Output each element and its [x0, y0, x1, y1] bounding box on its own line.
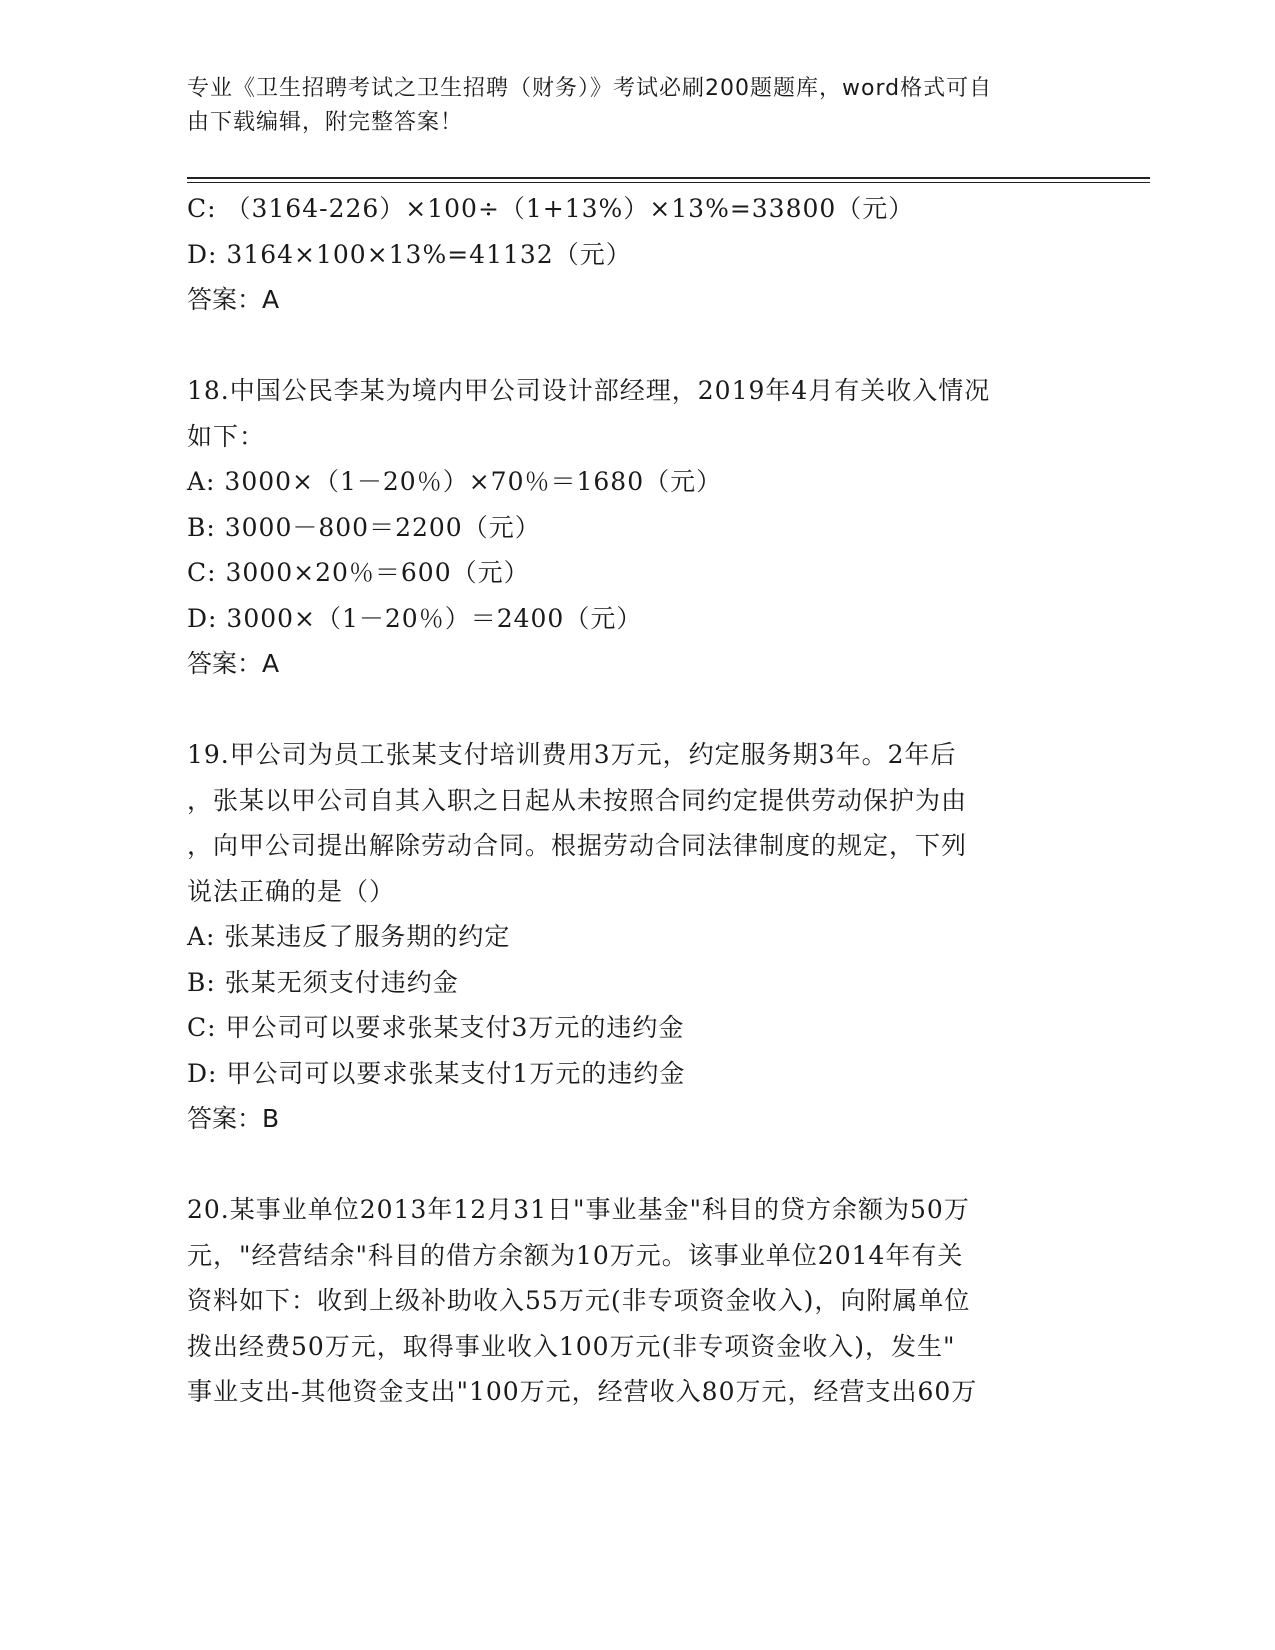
question-stem-line: 说法正确的是（）	[187, 876, 396, 906]
question-20	[187, 1187, 1087, 1415]
header-line-2: 由下载编辑，附完整答案！	[187, 110, 464, 135]
header-divider-thin	[187, 182, 1150, 183]
option-a: A: 张某违反了服务期的约定	[187, 922, 511, 951]
question-stem-line: 元，"经营结余"科目的借方余额为10万元。该事业单位2014年有关	[187, 1240, 964, 1270]
question-stem-line: 如下：	[187, 421, 266, 451]
option-c: C: 甲公司可以要求张某支付3万元的违约金	[187, 1013, 685, 1042]
question-18	[187, 368, 1087, 687]
question-19	[187, 732, 1087, 1142]
header-line-1: 专业《卫生招聘考试之卫生招聘（财务）》考试必刷200题题库，word格式可自	[187, 76, 993, 101]
spacer	[187, 687, 1087, 733]
answer-label: 答案：A	[187, 285, 280, 314]
option-d: D: 3164×100×13%=41132（元）	[187, 239, 632, 269]
option-b: B: 3000－800＝2200（元）	[187, 512, 541, 542]
option-b: B: 张某无须支付违约金	[187, 967, 459, 997]
question-stem-line: 18.中国公民李某为境内甲公司设计部经理，2019年4月有关收入情况	[187, 376, 991, 405]
spacer	[187, 1142, 1087, 1188]
option-a: A: 3000×（1－20％）×70％＝1680（元）	[187, 467, 723, 496]
question-17-tail	[187, 186, 1087, 323]
question-stem-line: 19.甲公司为员工张某支付培训费用3万元，约定服务期3年。2年后	[187, 740, 957, 769]
spacer	[187, 323, 1087, 369]
document-body	[187, 186, 1087, 1415]
header-divider-thick	[187, 177, 1150, 179]
question-stem-line: 20.某事业单位2013年12月31日"事业基金"科目的贷方余额为50万	[187, 1195, 970, 1224]
option-d: D: 甲公司可以要求张某支付1万元的违约金	[187, 1058, 686, 1088]
document-header	[187, 72, 1067, 140]
question-stem-line: 事业支出-其他资金支出"100万元，经营收入80万元，经营支出60万	[187, 1377, 978, 1406]
question-stem-line: 拨出经费50万元，取得事业收入100万元(非专项资金收入)，发生"	[187, 1331, 956, 1361]
answer-label: 答案：B	[187, 1104, 280, 1133]
option-c: C: 3000×20％＝600（元）	[187, 558, 530, 587]
option-c: C: （3164-226）×100÷（1+13%）×13%=33800（元）	[187, 194, 915, 223]
answer-label: 答案：A	[187, 649, 280, 678]
question-stem-line: 资料如下：收到上级补助收入55万元(非专项资金收入)，向附属单位	[187, 1286, 971, 1315]
option-d: D: 3000×（1－20％）＝2400（元）	[187, 603, 643, 633]
question-stem-line: ，张某以甲公司自其入职之日起从未按照合同约定提供劳动保护为由	[187, 785, 968, 815]
question-stem-line: ，向甲公司提出解除劳动合同。根据劳动合同法律制度的规定，下列	[187, 831, 968, 860]
